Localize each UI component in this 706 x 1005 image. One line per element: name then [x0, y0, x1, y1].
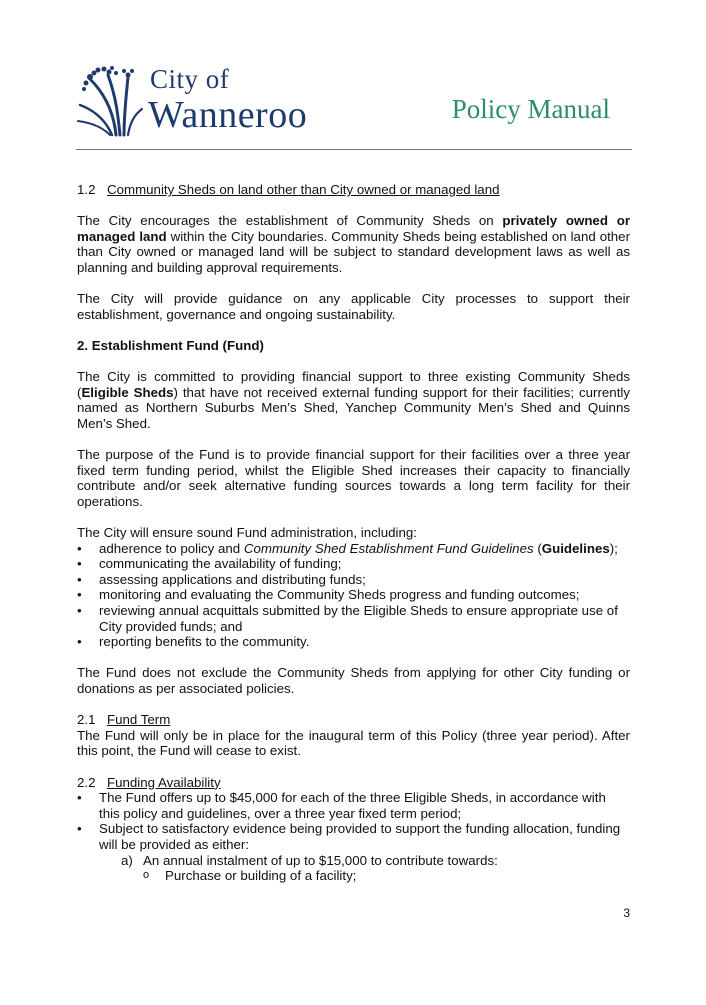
- bullet-list: [77, 790, 630, 852]
- list-item: • communicating the availability of funding;: [77, 556, 342, 572]
- list-item: • Subject to satisfactory evidence being provided to support the funding allocation, funding will be provided as either:: [77, 821, 621, 852]
- paragraph: The City is committed to providing financial support to three existing Community Sheds (Eligible Sheds) that have not received external funding support for their facilities; currently named as Northern Suburbs Men’s Shed, Yanchep Community Men’s Shed and Quinns Men’s Shed.: [77, 369, 630, 431]
- list-item: • assessing applications and distributing funds;: [77, 571, 366, 587]
- sub-sub-list-item: o Purchase or building of a facility;: [143, 868, 357, 884]
- document-body: [77, 182, 630, 884]
- list-item: • reporting benefits to the community.: [77, 634, 310, 650]
- paragraph: The Fund does not exclude the Community Sheds from applying for other City funding or donations as per associated policies.: [77, 665, 630, 696]
- list-item: • The Fund offers up to $45,000 for each of the three Eligible Sheds, in accordance with this policy and guidelines, over a three year fixed term period;: [77, 790, 606, 821]
- section-heading: 2.2 Funding Availability: [77, 774, 221, 790]
- paragraph: The City will provide guidance on any applicable City processes to support their establishment, governance and ongoing sustainability.: [77, 291, 630, 322]
- city-logo: [76, 65, 326, 135]
- page-number: 3: [623, 906, 630, 920]
- paragraph: The purpose of the Fund is to provide financial support for their facilities over a three year fixed term funding period, whilst the Eligible Shed increases their capacity to financially contribute and/or seek alternative funding sources towards a long term facility for their operations.: [77, 447, 630, 509]
- paragraph: The City encourages the establishment of Community Sheds on privately owned or managed land within the City boundaries. Community Sheds being established on land other than City owned or managed land will be subject to standard development laws as well as planning and building approval requirements.: [77, 213, 631, 275]
- page-header: [76, 60, 632, 150]
- logo-city-of: City of: [150, 64, 230, 94]
- list-item: • reviewing annual acquittals submitted by the Eligible Sheds to ensure appropriate use of City provided funds; and: [77, 603, 618, 634]
- paragraph: The City will ensure sound Fund administration, including:: [77, 525, 417, 541]
- grass-tree-logo-icon: [76, 65, 146, 137]
- header-divider: [76, 149, 632, 150]
- sub-list-item: a) An annual instalment of up to $15,000 to contribute towards:: [121, 852, 498, 868]
- policy-manual-title: Policy Manual: [451, 94, 610, 124]
- section-heading: 2. Establishment Fund (Fund): [77, 337, 264, 353]
- section-heading: 1.2 Community Sheds on land other than City owned or managed land: [77, 182, 500, 197]
- list-item: • monitoring and evaluating the Community Sheds progress and funding outcomes;: [77, 587, 580, 603]
- bullet-list: [77, 541, 630, 650]
- list-item: • adherence to policy and Community Shed Establishment Fund Guidelines (Guidelines);: [77, 540, 618, 556]
- paragraph: The Fund will only be in place for the inaugural term of this Policy (three year period). After this point, the Fund will cease to exist.: [77, 727, 630, 759]
- logo-wanneroo: Wanneroo: [148, 94, 308, 136]
- section-heading: 2.1 Fund Term: [77, 712, 171, 728]
